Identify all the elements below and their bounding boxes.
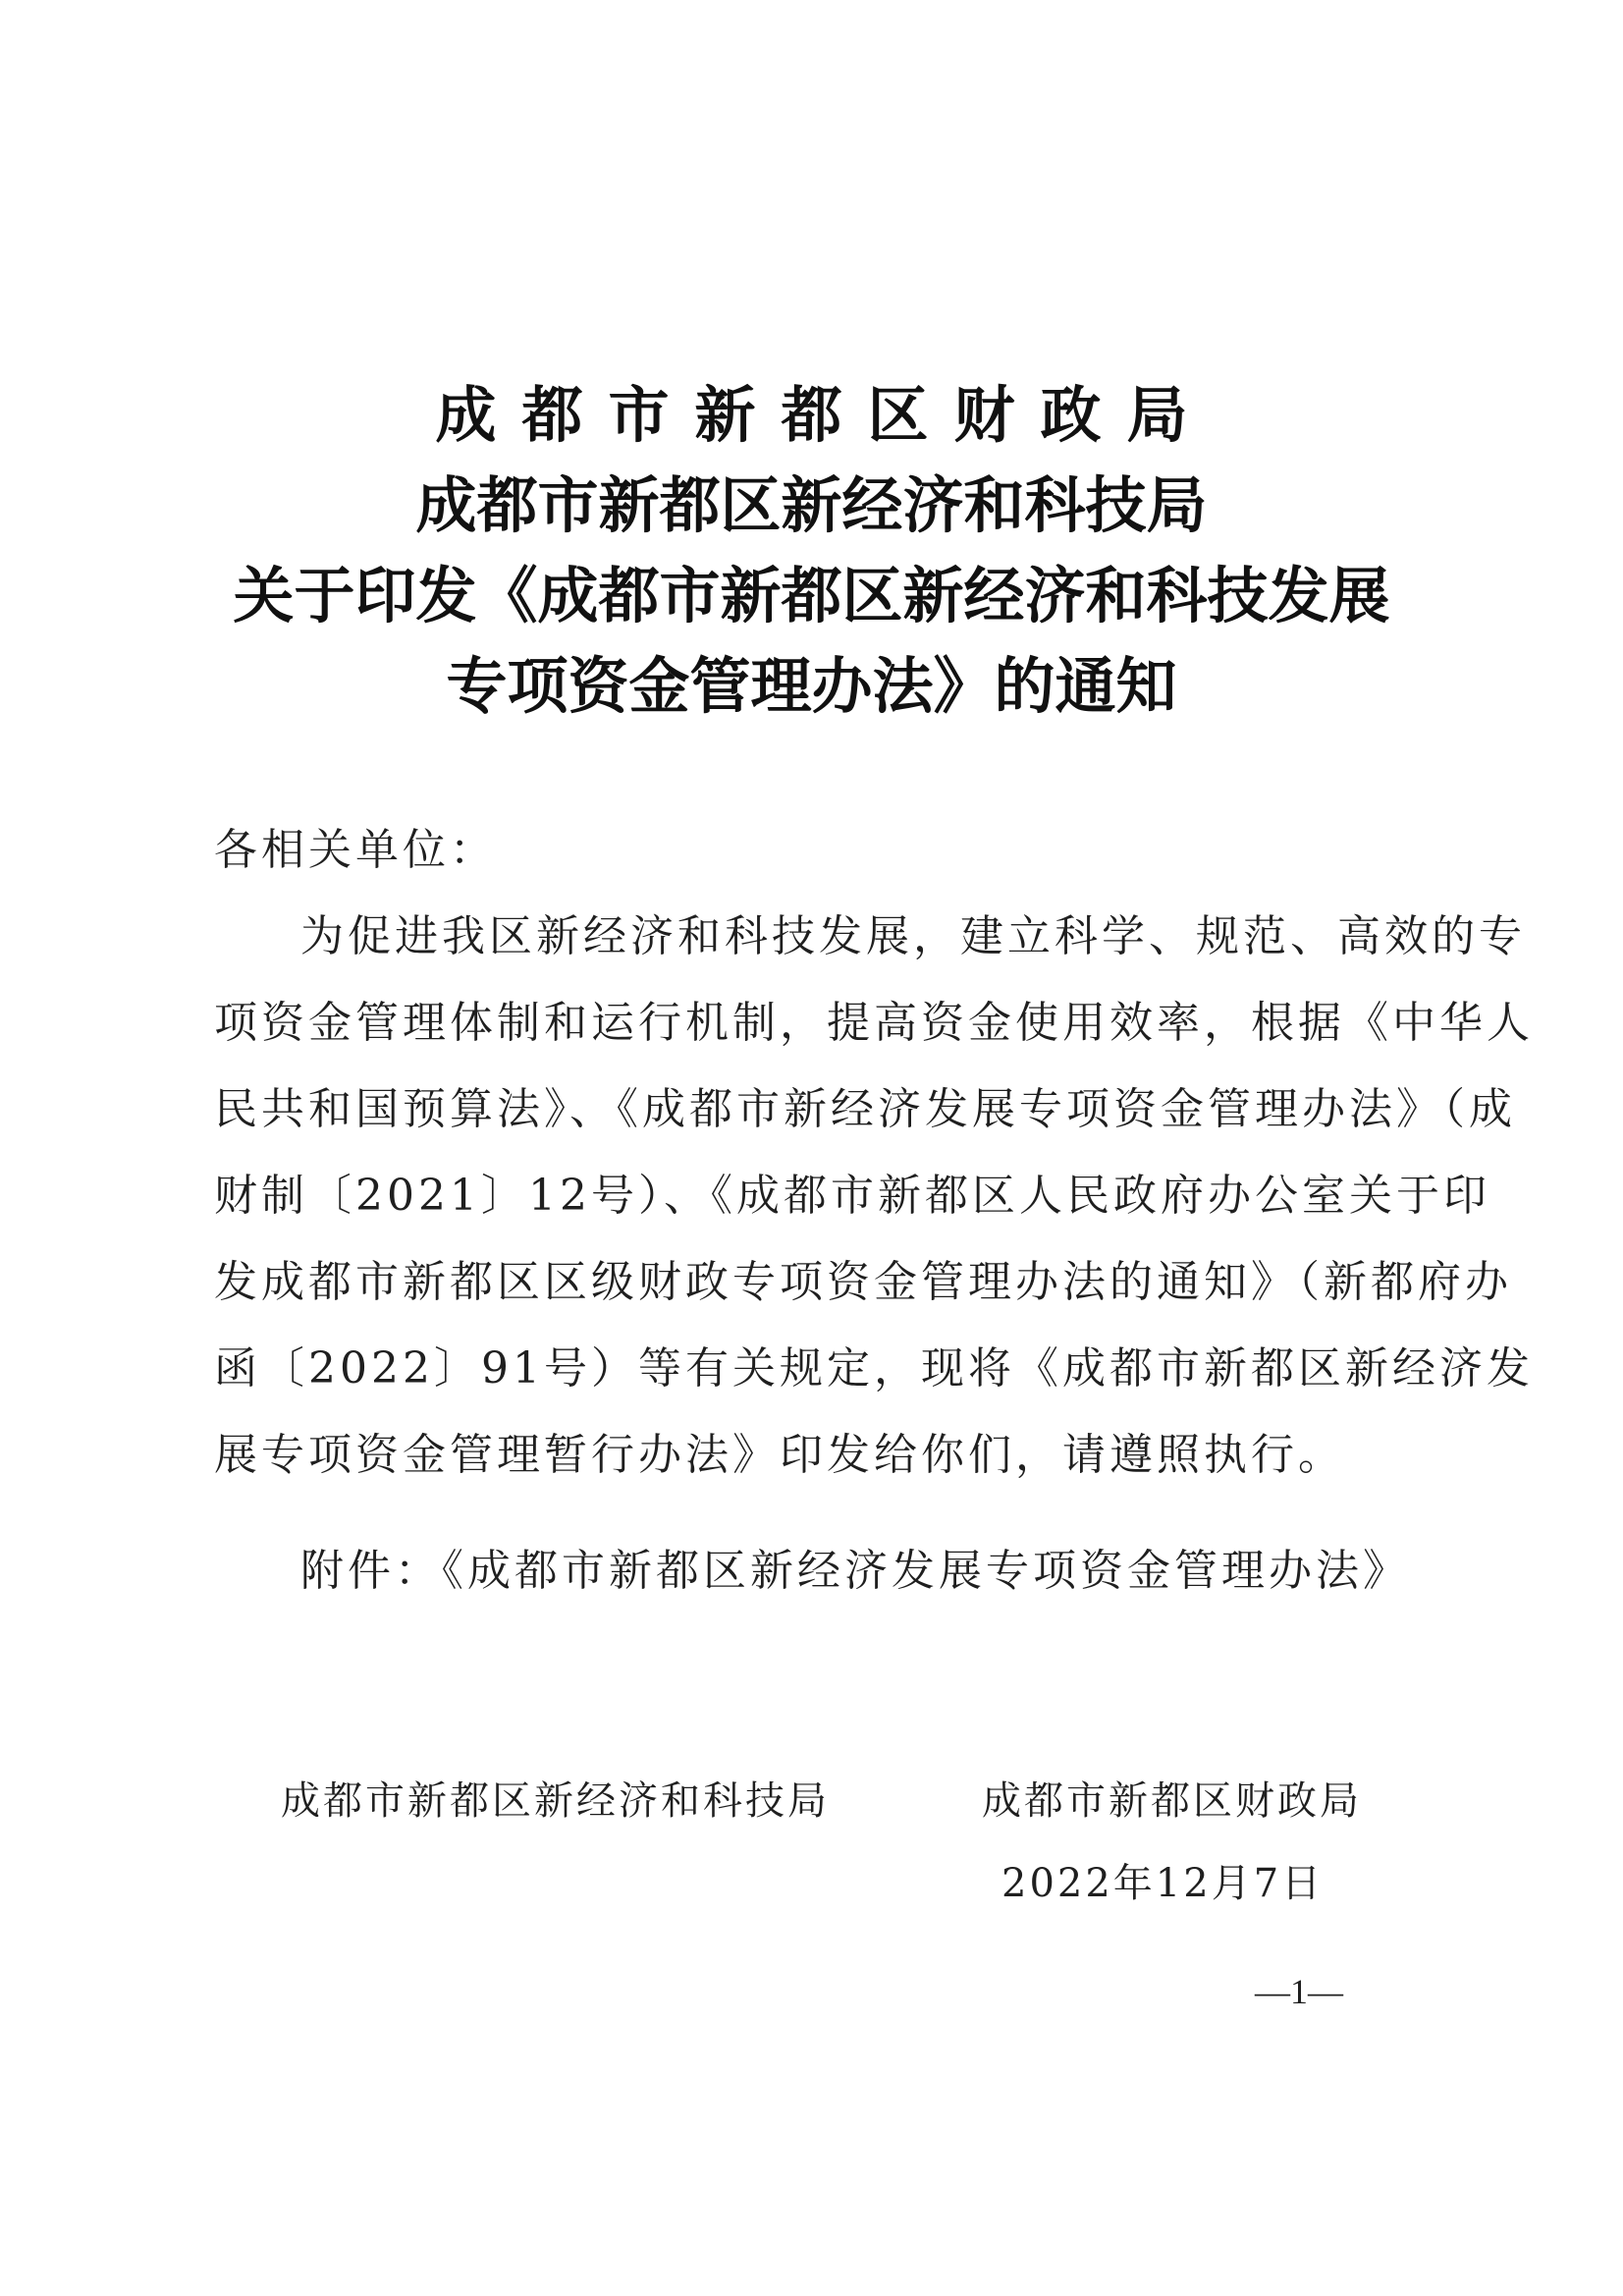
title-line-4: 专项资金管理办法》的通知 bbox=[446, 650, 1177, 722]
body-line-5: 发成都市新都区区级财政专项资金管理办法的通知》（新都府办 bbox=[214, 1257, 1512, 1307]
body-line-2: 项资金管理体制和运行机制，提高资金使用效率，根据《中华人 bbox=[214, 998, 1534, 1048]
title-line-3: 关于印发《成都市新都区新经济和科技发展 bbox=[233, 560, 1390, 631]
title-line-1: 成都市新都区财政局 bbox=[435, 379, 1214, 451]
body-line-3: 民共和国预算法》、《成都市新经济发展专项资金管理办法》（成 bbox=[214, 1084, 1516, 1134]
body-line-4: 财制〔2021〕12号）、《成都市新都区人民政府办公室关于印 bbox=[214, 1171, 1490, 1221]
title-line-2: 成都市新都区新经济和科技局 bbox=[415, 469, 1208, 541]
body-line-7: 展专项资金管理暂行办法》印发给你们，请遵照执行。 bbox=[214, 1430, 1345, 1480]
body-line-1: 为促进我区新经济和科技发展，建立科学、规范、高效的专 bbox=[300, 911, 1526, 961]
attachment-line: 附件：《成都市新都区新经济发展专项资金管理办法》 bbox=[300, 1546, 1410, 1596]
signature-date: 2022年12月7日 bbox=[1001, 1861, 1325, 1906]
signature-right: 成都市新都区财政局 bbox=[982, 1778, 1362, 1824]
salutation: 各相关单位： bbox=[214, 825, 497, 875]
signature-left: 成都市新都区新经济和科技局 bbox=[281, 1778, 830, 1824]
body-line-6: 函〔2022〕91号）等有关规定，现将《成都市新都区新经济发 bbox=[214, 1343, 1534, 1394]
page-number: —1— bbox=[1255, 1972, 1343, 2011]
